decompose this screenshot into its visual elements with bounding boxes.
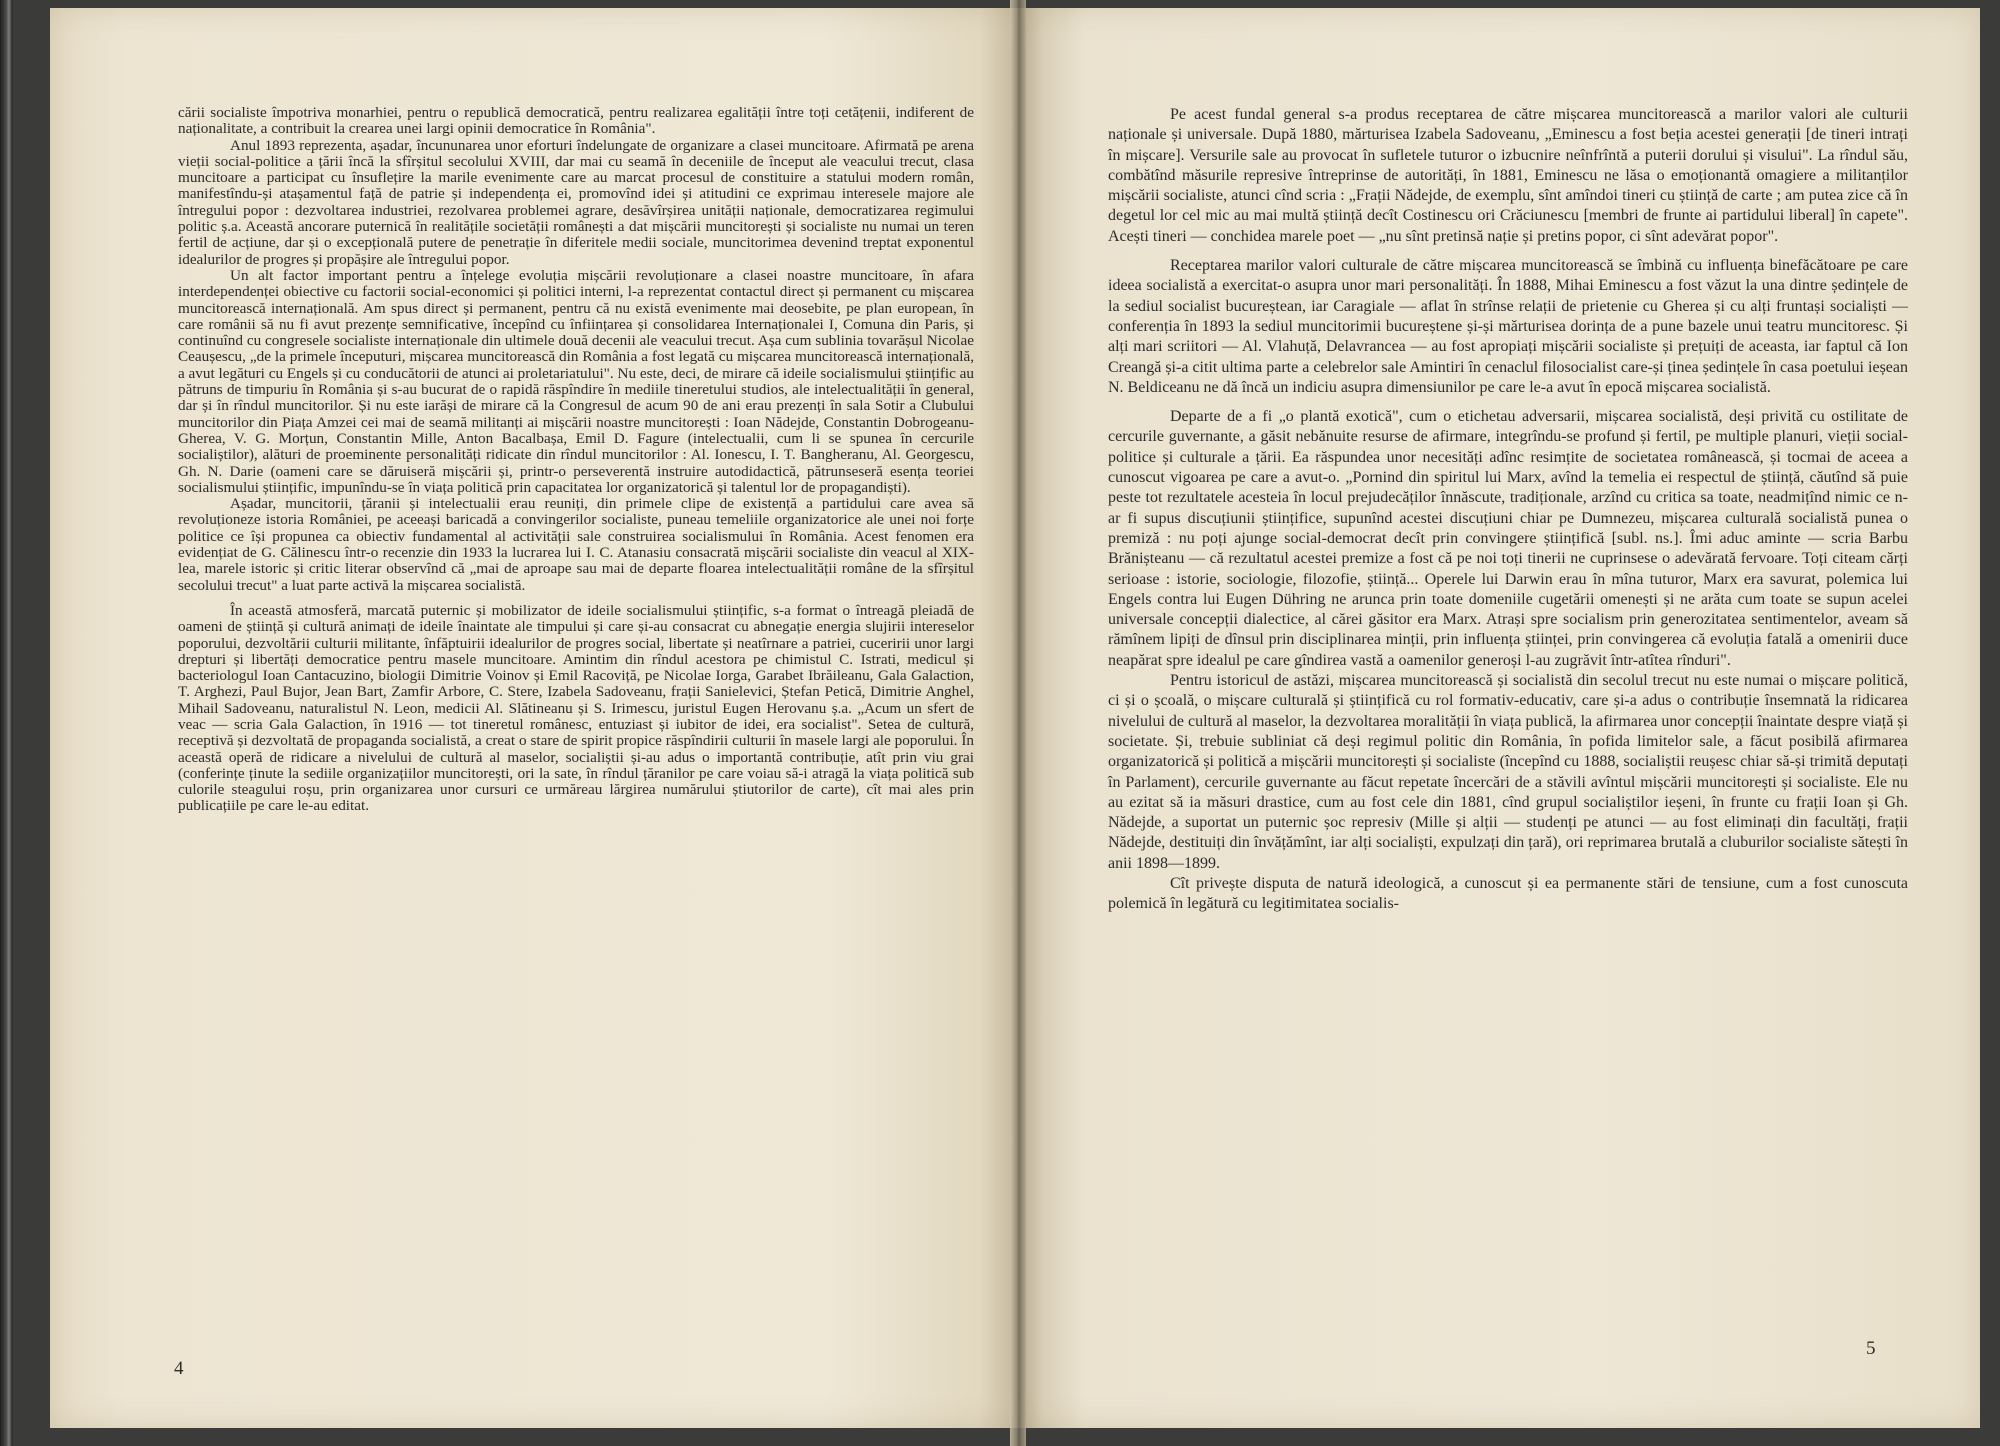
book-gutter bbox=[1010, 0, 1026, 1446]
paragraph: Pe acest fundal general s-a produs receptarea de către mișcarea muncitorească a marilor valori ale culturii naționale și universale. După 1880, mărturisea Izabela Sadoveanu, „Eminescu a fost beția acestei generații [de tineri intrați în mișcare]. Versurile sale au provocat în sufletele tuturor o izbucnire neînfrîntă a puterii dorului și visului". La rîndul său, combătînd măsurile represive întreprinse de autorități, în 1881, Eminescu ne lăsa o emoționantă omagiere a militanților mișcării socialiste, atunci cînd scria : „Frații Nădejde, de exemplu, sînt amîndoi tineri cu știință de carte ; am putea zice că în degetul lor cel mic au mai multă știință decît Costinescu ori Crăciunescu [membri de frunte ai partidului liberal] în capete". Acești tineri — conchidea marele poet — „nu sînt pretinsă nație și pretins popor, ci sînt adevărat popor". bbox=[1108, 106, 1908, 245]
paragraph: În această atmosferă, marcată puternic și mobilizator de ideile socialismului științific, s-a format o întreagă pleiadă de oameni de știință și cultură animați de ideile înaintate ale timpului și care și-au consacrat cu abnegație energia slujirii intereselor poporului, dezvoltării culturii militante, înfăptuirii idealurilor de progres social, libertate și neatîrnare a patriei, cuceririi unor largi drepturi și libertăți democratice pentru masele muncitoare. Amintim din rîndul acestora pe chimistul C. Istrati, medicul și bacteriologul Ioan Cantacuzino, biologii Dimitrie Voinov și Emil Racoviță, pe Nicolae Iorga, Garabet Ibrăileanu, Gala Galaction, T. Arghezi, Paul Bujor, Jean Bart, Zamfir Arbore, C. Stere, Izabela Sadoveanu, frații Sanielevici, Ștefan Petică, Dimitrie Anghel, Mihail Sadoveanu, naturalistul N. Leon, medicii Al. Slătineanu și S. Irimescu, juristul Eugen Herovanu ș.a. „Acum un sfert de veac — scria Gala Galaction, în 1916 — tot tineretul românesc, entuziast și iubitor de idei, era socialist". Setea de cultură, receptivă și dezvoltată de propaganda socialistă, a creat o stare de spirit propice răspîndirii culturii în masele largi ale poporului. În această operă de ridicare a nivelului de cultură al maselor, socialiștii și-au adus o importantă contribuție, atît prin viu grai (conferințe ținute la sediile organizațiilor muncitorești, ori la sate, în rîndul țăranilor pe care voiau să-i atragă la viața politică sub culorile steagului roșu, prin organizarea unor cursuri ce urmăreau lărgirea numărului știutorilor de carte), cît mai ales prin publicațiile pe care le-au editat. bbox=[178, 601, 974, 815]
right-page bbox=[1018, 8, 1980, 1428]
paragraph: cării socialiste împotriva monarhiei, pentru o republică democratică, pentru realizarea egalității între toți cetățenii, indiferent de naționalitate, a contribuit la crearea unei largi opinii democratice în România". bbox=[178, 104, 974, 138]
paragraph: Pentru istoricul de astăzi, mișcarea muncitorească și socialistă din secolul trecut nu este numai o mișcare politică, ci și o școală, o mișcare culturală și științifică cu rol formativ-educativ, care și-a adus o contribuție însemnată la ridicarea nivelului de cultură al maselor, la dezvoltarea moralității în viața publică, la afirmarea unor concepții înaintate despre viață și societate. Și, trebuie subliniat că deși regimul politic din România, în pofida limitelor sale, a făcut posibilă afirmarea organizatorică și politică a mișcării muncitorești și socialiste (începînd cu 1888, socialiștii reușesc chiar să-și trimită deputați în Parlament), cercurile guvernante au făcut repetate încercări de a stăvili avîntul mișcării muncitorești și socialiste. Ele nu au ezitat să ia măsuri drastice, cum au fost cele din 1881, cînd grupul socialiștilor ieșeni, în frunte cu frații Ioan și Gh. Nădejde, a suportat un puternic șoc represiv (Mille și alții — studenți pe atunci — au fost eliminați din facultăți, frații Nădejde, destituiți din învățămînt, iar alți socialiști, expulzați din țară), ori reprimarea brutală a cluburilor socialiste sătești în anii 1898—1899. bbox=[1108, 672, 1908, 872]
paragraph: Așadar, muncitorii, țăranii și intelectualii erau reuniți, din primele clipe de existență a partidului care avea să revoluționeze istoria României, pe aceeași baricadă a convingerilor socialiste, puneau temeliile organizatorice ale unei noi forțe politice ce își propunea ca obiectiv fundamental al activității sale construirea socialismului în România. Acest fenomen era evidențiat de G. Călinescu într-o recenzie din 1933 la lucrarea lui I. C. Atanasiu consacrată mișcării socialiste din veacul al XIX-lea, marele istoric și critic literar observînd că „mai de aproape sau mai de departe floarea intelectualității române de la sfîrșitul secolului trecut" a luat parte activă la mișcarea socialistă. bbox=[178, 495, 974, 594]
paragraph: Departe de a fi „o plantă exotică", cum o etichetau adversarii, mișcarea socialistă, deși privită cu ostilitate de cercurile guvernante, a găsit nebănuite resurse de afirmare, integrîndu-se profund și fertil, pe multiple planuri, vieții social-politice și culturale a țării. Ea răspundea unor necesități adînc resimțite de societatea românească, și tocmai de aceea a cunoscut vigoarea pe care a avut-o. „Pornind din spiritul lui Marx, avînd la temelia ei respectul de știință, căutînd să puie peste tot rezultatele acesteia în locul prejudecăților înnăscute, tradiționale, arzînd cu critica sa toate, neadmițînd nimic ce n-ar fi supus discuțiunii științifice, supunînd acestei discuțiuni chiar pe Dumnezeu, mișcarea culturală socialistă punea o premiză : nu poți ajunge social-democrat decît prin convingere științifică [subl. ns.]. Îmi aduc aminte — scria Barbu Brănișteanu — că rezultatul acestei premize a fost că pe noi toți tinerii ne cuprinsese o adevărată fervoare. Toți citeam cărți serioase : istorie, sociologie, filozofie, știință... Operele lui Darwin erau în mîna tuturor, Marx era savurat, polemica lui Engels contra lui Eugen Dühring ne arunca prin toate domeniile cugetării omenești și ne arăta cum toate se supun acelei universale concepții dialectice, al cărei găsitor era Marx. Atrași spre socialism prin generozitatea sentimentelor, aveam să rămînem lipiți de dînsul prin disciplinarea minții, prin influența științei, prin convingerea că evoluția fatală a omenirii duce neapărat spre idealul pe care gîndirea vastă a oamenilor generoși l-au zugrăvit într-atîtea rînduri". bbox=[1108, 408, 1908, 669]
left-page bbox=[50, 8, 1018, 1428]
page-number: 4 bbox=[174, 1358, 184, 1379]
left-text-column bbox=[178, 105, 974, 815]
paragraph: Cît privește disputa de natură ideologică, a cunoscut și ea permanente stări de tensiune, cum a fost cunoscuta polemică în legătură cu legitimitatea socialis- bbox=[1108, 874, 1908, 913]
page-number: 5 bbox=[1866, 1338, 1876, 1359]
paragraph: Anul 1893 reprezenta, așadar, încununarea unor eforturi îndelungate de organizare a clasei muncitoare. Afirmată pe arena vieții social-politice a țării încă la sfîrșitul secolului XVIII, dar mai cu seamă în deceniile de început ale veacului trecut, clasa muncitoare a participat cu însuflețire la marile evenimente care au marcat procesul de constituire a statului modern român, manifestîndu-și atașamentul față de patrie și independența ei, promovînd idei și atitudini ce exprimau interesele majore ale întregului popor : dezvoltarea industriei, rezolvarea problemei agrare, desăvîrșirea unității naționale, democratizarea regimului politic ș.a. Această ancorare puternică în realitățile societății românești a dat mișcării muncitorești și socialiste nu numai un teren fertil de acțiune, dar și o excepțională putere de penetrație în diferitele medii sociale, muncitorimea devenind treptat exponentul idealurilor de progres și propășire ale întregului popor. bbox=[178, 136, 974, 268]
right-text-column bbox=[1108, 105, 1908, 915]
paragraph: Receptarea marilor valori culturale de către mișcarea muncitorească se îmbină cu influența binefăcătoare pe care ideea socialistă a exercitat-o asupra unor mari personalități. În 1888, Mihai Eminescu a fost văzut la una dintre ședințele de la sediul socialist bucureștean, iar Caragiale — aflat în strînse relații de prietenie cu Gherea și cu alți fruntași socialiști — conferenția în 1893 la sediul muncitorimii bucureștene și-și mărturisea dorința de a pune bazele unui teatru muncitoresc. Și alți mari scriitori — Al. Vlahuță, Delavrancea — au fost apropiați mișcării socialiste și prețuiți de aceasta, iar faptul că Ion Creangă și-a citit ultima parte a celebrelor sale Amintiri în cenaclul filosocialist care-și ținea ședințele în casa poetului ieșean N. Beldiceanu ne dă încă un indiciu asupra dimensiunilor pe care le-a avut în epocă mișcarea socialistă. bbox=[1108, 257, 1908, 396]
paragraph: Un alt factor important pentru a înțelege evoluția mișcării revoluționare a clasei noastre muncitoare, în afara interdependenței obiective cu factorii social-economici și politici interni, l-a reprezentat contactul direct și permanent cu mișcarea muncitorească internațională. Am spus direct și permanent, pentru că nu există evenimente mai deosebite, pe plan european, în care românii să nu fi avut prezențe semnificative, începînd cu înființarea și consolidarea Internaționalei I, Comuna din Paris, și continuînd cu congresele socialiste internaționale din ultimele două decenii ale veacului trecut. Așa cum sublinia tovarășul Nicolae Ceaușescu, „de la primele începuturi, mișcarea muncitorească din România a fost legată cu mișcarea muncitorească internațională, a avut legături cu Engels și cu conducătorii de atunci ai proletariatului". Nu este, deci, de mirare că ideile socialismului științific au pătruns de timpuriu în România și s-au bucurat de o rapidă răspîndire în mediile tineretului studios, ale intelectualității în general, dar și în rîndul muncitorilor. Și nu este iarăși de mirare că la Congresul de acum 90 de ani erau prezenți în sala Sotir a Clubului muncitorilor din Piața Amzei cei mai de seamă militanți ai mișcării noastre muncitorești : Ioan Nădejde, Constantin Dobrogeanu-Gherea, V. G. Morțun, Constantin Mille, Anton Bacalbașa, Emil D. Fagure (intelectualii, cum li se spunea în cercurile socialiștilor), alături de proeminente personalități ridicate din rîndul muncitorilor : Al. Ionescu, I. T. Bangheranu, Al. Georgescu, Gh. N. Darie (oameni care se dăruiseră mișcării și, printr-o perseverentă instruire autodidactică, pătrunseseră esența teoriei socialismului științific, impunîndu-se în viața politică prin capacitatea lor organizatorică și talentul lor de propagandiști). bbox=[178, 266, 974, 496]
